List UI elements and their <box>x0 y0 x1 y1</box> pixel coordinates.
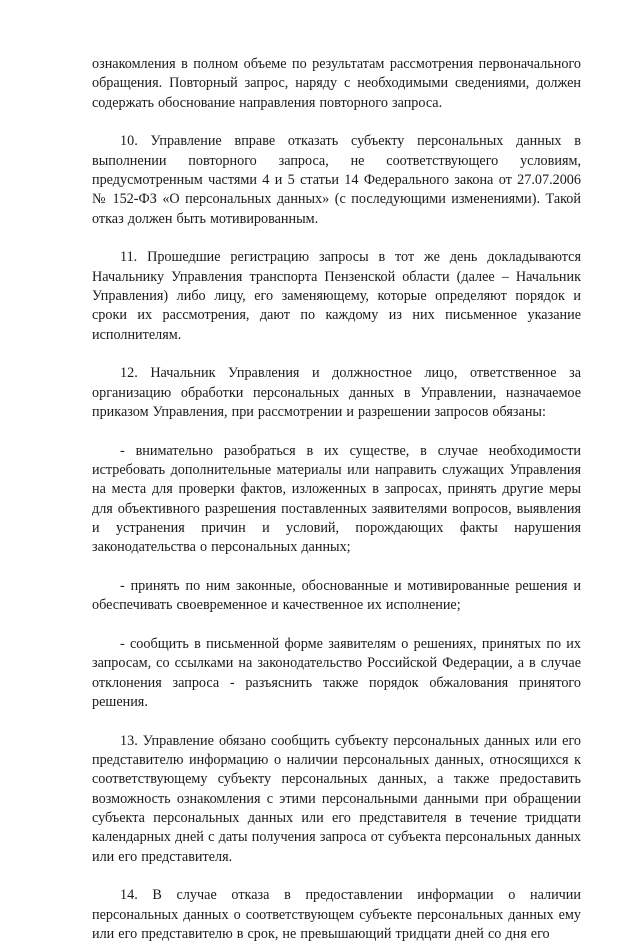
paragraph-11: 11. Прошедшие регистрацию запросы в тот же день докладываются Начальнику Управления транспорта Пензенской области (далее – Начальник Управления) либо лицу, его заменяющему, которые определяют порядок и сроки их рассмотрения, дают по каждому из них письменное указание исполнителям. <box>92 249 581 343</box>
paragraph-12: 12. Начальник Управления и должностное лицо, ответственное за организацию обработки персональных данных в Управлении, назначаемое приказом Управления, при рассмотрении и разрешении запросов обязаны: <box>92 365 581 420</box>
paragraph-12-item-1: - внимательно разобраться в их существе, в случае необходимости истребовать дополнительные материалы или направить служащих Управления на места для проверки фактов, изложенных в запросах, принять другие меры для объективного разрешения поставленных заявителями вопросов, выявления и устранения причин и условий, порождающих факты нарушения законодательства о персональных данных; <box>92 442 581 556</box>
paragraph-14: 14. В случае отказа в предоставлении информации о наличии персональных данных о соответствующем субъекте персональных данных ему или его представителю в срок, не превышающий тридцати дней со дня его <box>92 887 581 942</box>
paragraph-continuation: ознакомления в полном объеме по результатам рассмотрения первоначального обращения. Повторный запрос, наряду с необходимыми сведениями, должен содержать обоснование направления повторного запроса. <box>92 56 581 111</box>
paragraph-10: 10. Управление вправе отказать субъекту персональных данных в выполнении повторного запроса, не соответствующего условиям, предусмотренным частями 4 и 5 статьи 14 Федерального закона от 27.07.2006 № 152-ФЗ «О персональных данных» (с последующими изменениями). Такой отказ должен быть мотивированным. <box>92 133 581 227</box>
paragraph-12-item-2: - принять по ним законные, обоснованные и мотивированные решения и обеспечивать своевременное и качественное их исполнение; <box>92 578 581 614</box>
paragraph-13: 13. Управление обязано сообщить субъекту персональных данных или его представителю информацию о наличии персональных данных, относящихся к соответствующему субъекту персональных данных, а также предоставить возможность ознакомления с этими персональными данными при обращении субъекта персональных данных или его представителя в течение тридцати календарных дней с даты получения запроса от субъекта персональных данных или его представителя. <box>92 732 581 865</box>
paragraph-12-item-3: - сообщить в письменной форме заявителям о решениях, принятых по их запросам, со ссылками на законодательство Российской Федерации, а в случае отклонения запроса - разъяснить также порядок обжалования принятого решения. <box>92 636 581 711</box>
